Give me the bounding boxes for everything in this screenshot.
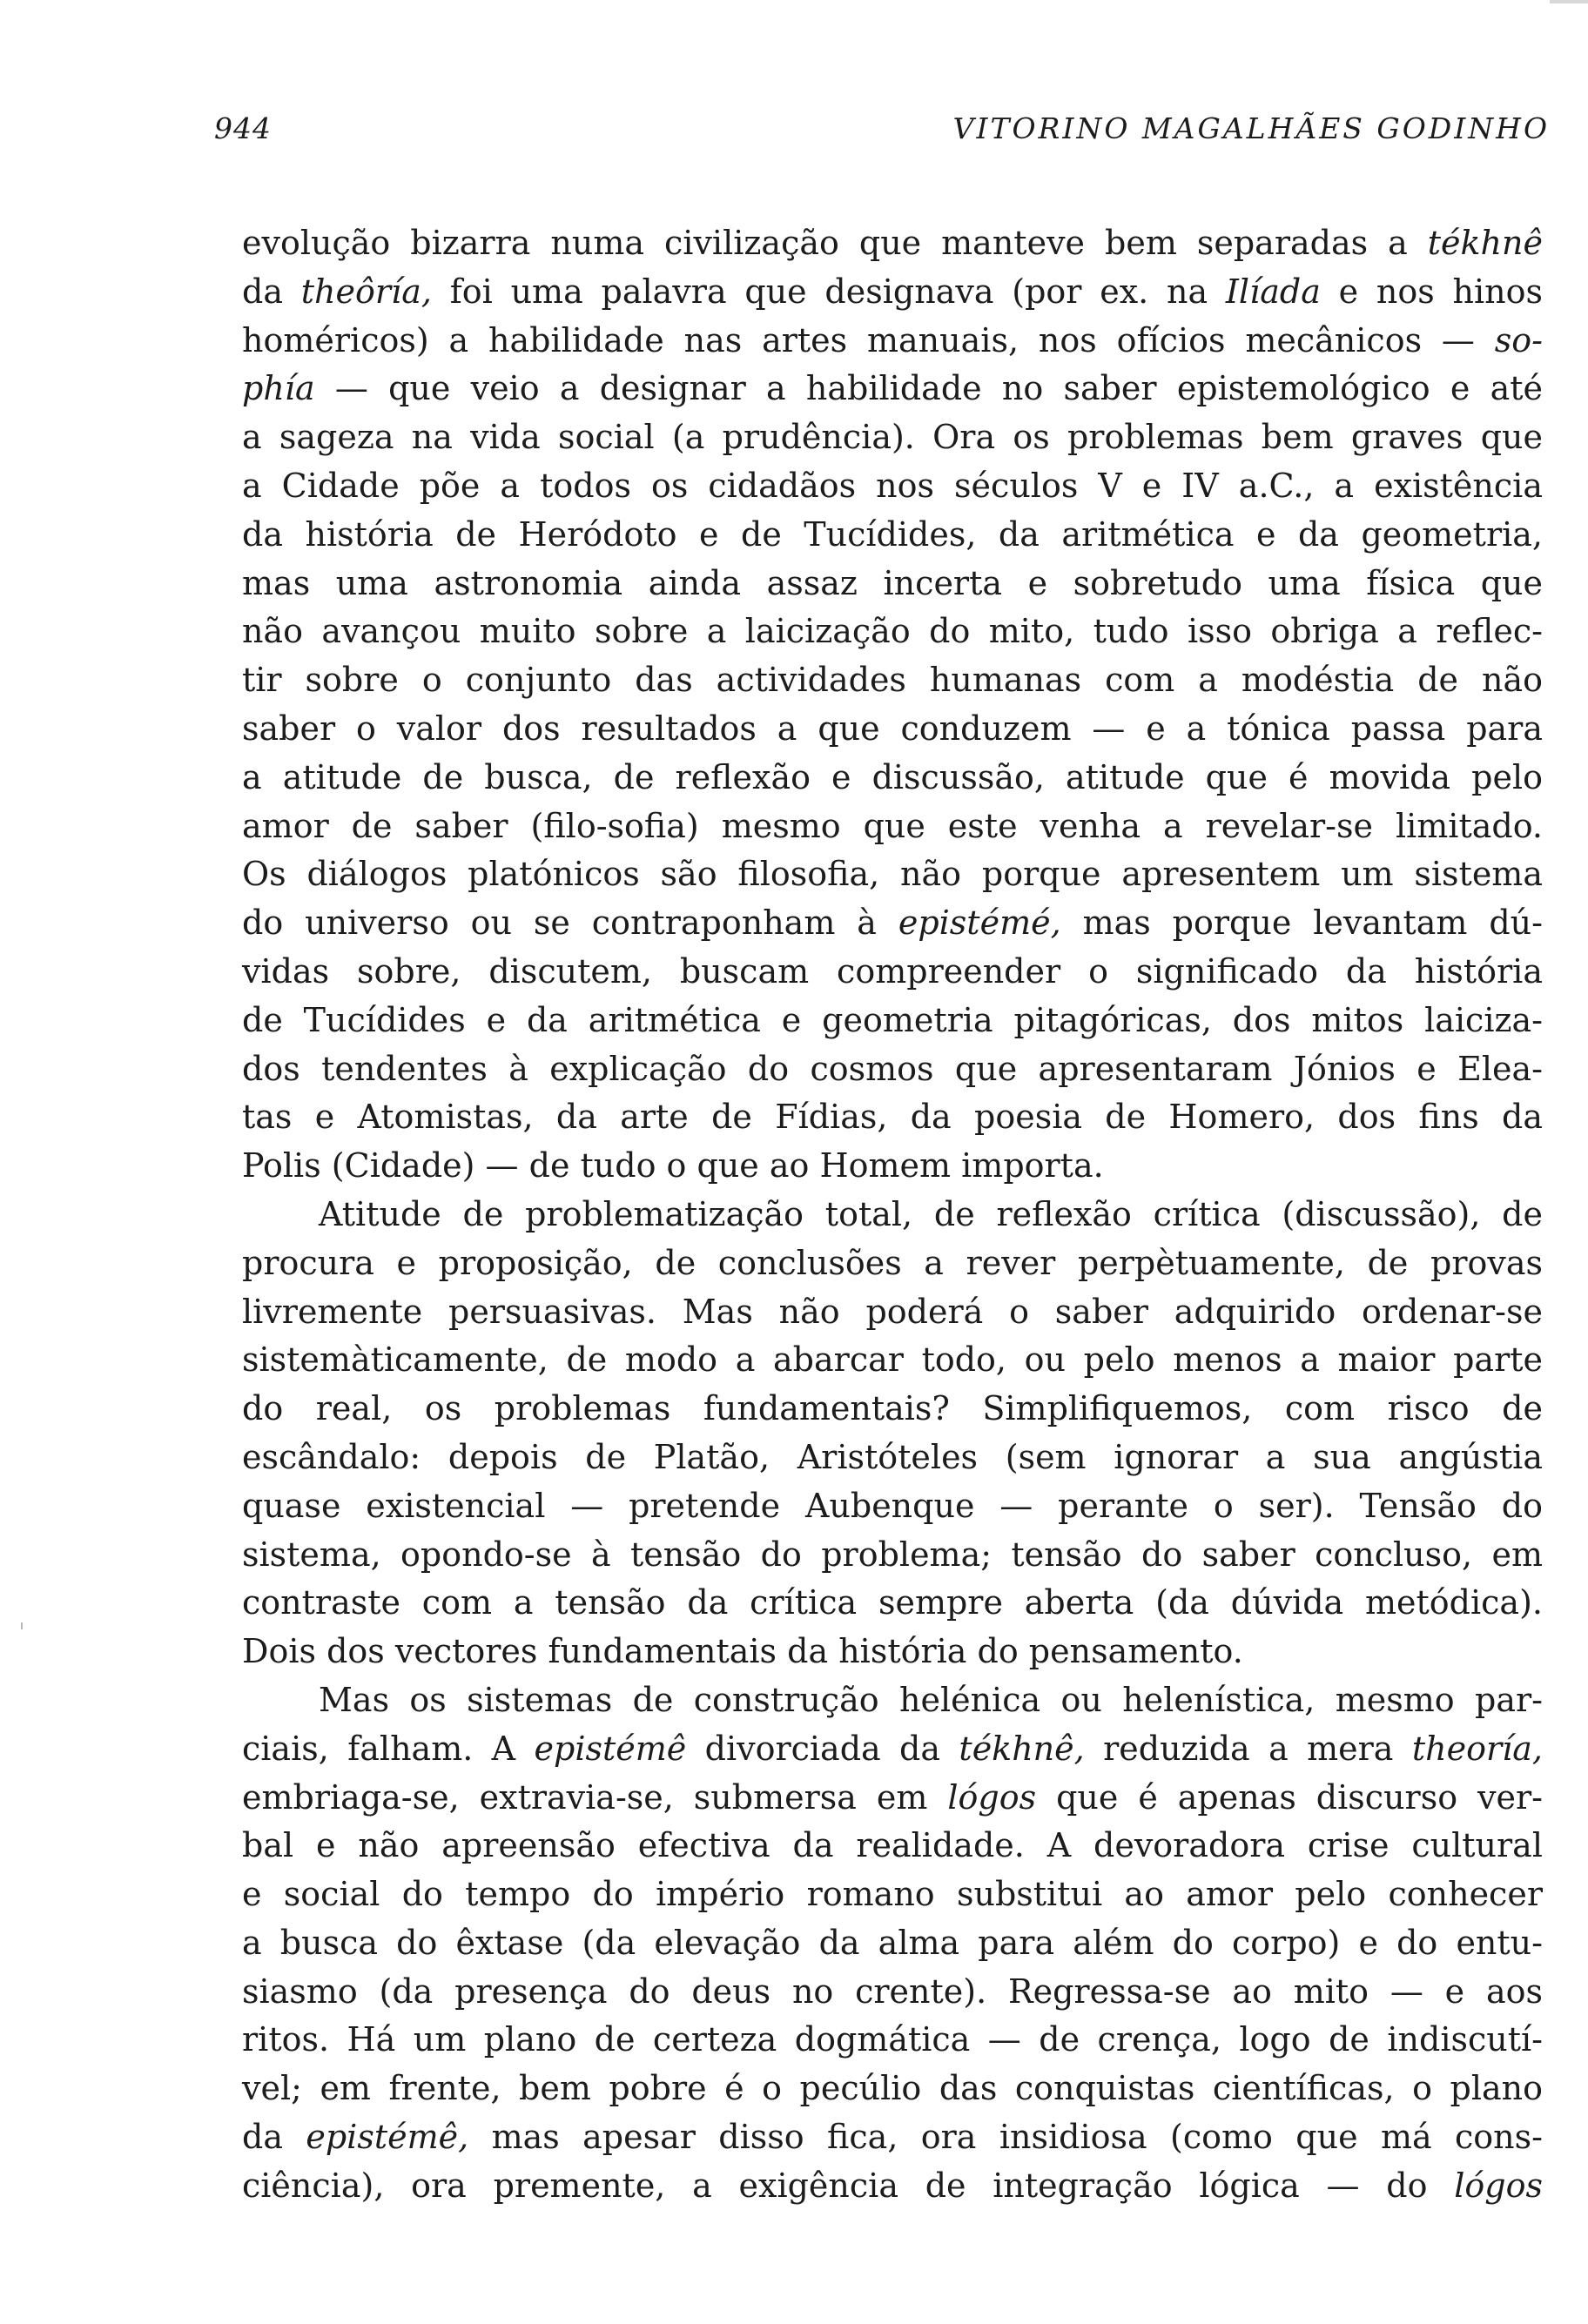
text-line: ritos. Há um plano de certeza dogmática — de crença, logo de indiscutí-: [242, 2020, 1543, 2059]
text-line: bal e não apreensão efectiva da realidade. A devoradora crise cultural: [242, 1826, 1543, 1865]
scan-edge-mark: [1550, 0, 1588, 3]
text-line: procura e proposição, de conclusões a rever perpètuamente, de provas: [242, 1243, 1543, 1282]
text-line: a atitude de busca, de reflexão e discussão, atitude que é movida pelo: [242, 757, 1543, 796]
text-line: a busca do êxtase (da elevação da alma para além do corpo) e do entu-: [242, 1923, 1543, 1962]
text-line: vel; em frente, bem pobre é o pecúlio das conquistas científicas, o plano: [242, 2069, 1543, 2108]
running-head-author: VITORINO MAGALHÃES GODINHO: [952, 111, 1550, 145]
text-line: siasmo (da presença do deus no crente). Regressa-se ao mito — e aos: [242, 1971, 1543, 2011]
text-line: amor de saber (filo-sofia) mesmo que este venha a revelar-se limitado.: [242, 806, 1543, 845]
text-line: quase existencial — pretende Aubenque — perante o ser). Tensão do: [242, 1486, 1543, 1525]
text-line: dos tendentes à explicação do cosmos que apresentaram Jónios e Elea-: [242, 1049, 1543, 1088]
text-line: vidas sobre, discutem, buscam compreender o significado da história: [242, 951, 1543, 991]
text-line: a sageza na vida social (a prudência). Ora os problemas bem graves que: [242, 418, 1543, 457]
text-line: ciência), ora premente, a exigência de integração lógica — do lógos: [242, 2166, 1543, 2205]
text-line: da epistémê, mas apesar disso fica, ora insidiosa (como que má cons-: [242, 2118, 1543, 2157]
text-line: contraste com a tensão da crítica sempre aberta (da dúvida metódica).: [242, 1583, 1543, 1622]
text-line: sistema, opondo-se à tensão do problema; tensão do saber concluso, em: [242, 1535, 1543, 1574]
text-line: phía — que veio a designar a habilidade no saber epistemológico e até: [242, 369, 1543, 408]
text-line: da história de Heródoto e de Tucídides, da aritmética e da geometria,: [242, 514, 1543, 554]
text-line: a Cidade põe a todos os cidadãos nos séculos V e IV a.C., a existência: [242, 466, 1543, 505]
text-line: saber o valor dos resultados a que conduzem — e a tónica passa para: [242, 709, 1543, 748]
text-line: Atitude de problematização total, de reflexão crítica (discussão), de: [319, 1194, 1543, 1233]
text-line: tir sobre o conjunto das actividades humanas com a modéstia de não: [242, 661, 1543, 700]
text-line: de Tucídides e da aritmética e geometria pitagóricas, dos mitos laiciza-: [242, 1000, 1543, 1039]
running-head: [214, 111, 1550, 160]
page-number: 944: [214, 111, 272, 145]
text-line: Polis (Cidade) — de tudo o que ao Homem importa.: [242, 1146, 1104, 1186]
text-line: homéricos) a habilidade nas artes manuais, nos ofícios mecânicos — so-: [242, 320, 1543, 359]
text-line: sistemàticamente, de modo a abarcar todo, ou pelo menos a maior parte: [242, 1340, 1543, 1380]
text-line: do universo ou se contraponham à epistémé, mas porque levantam dú-: [242, 903, 1544, 943]
text-line: mas uma astronomia ainda assaz incerta e sobretudo uma física que: [242, 563, 1543, 602]
text-line: não avançou muito sobre a laicização do mito, tudo isso obriga a reflec-: [242, 612, 1543, 651]
text-line: tas e Atomistas, da arte de Fídias, da poesia de Homero, dos fins da: [242, 1098, 1543, 1137]
body-text: [242, 219, 1543, 2211]
margin-speck: [21, 1622, 23, 1629]
text-line: livremente persuasivas. Mas não poderá o saber adquirido ordenar-se: [242, 1292, 1543, 1331]
text-line: embriaga-se, extravia-se, submersa em lógos que é apenas discurso ver-: [242, 1777, 1543, 1817]
text-line: Dois dos vectores fundamentais da história do pensamento.: [242, 1632, 1243, 1671]
text-line: evolução bizarra numa civilização que manteve bem separadas a tékhnê: [242, 224, 1543, 262]
text-line: da theôría, foi uma palavra que designava (por ex. na Ilíada e nos hinos: [242, 272, 1544, 311]
text-line: e social do tempo do império romano substitui ao amor pelo conhecer: [242, 1875, 1543, 1914]
text-line: do real, os problemas fundamentais? Simplifiquemos, com risco de: [242, 1389, 1543, 1428]
text-line: Mas os sistemas de construção helénica ou helenística, mesmo par-: [319, 1680, 1543, 1719]
text-line: ciais, falham. A epistémê divorciada da tékhnê, reduzida a mera theoría,: [242, 1729, 1544, 1768]
text-line: escândalo: depois de Platão, Aristóteles (sem ignorar a sua angústia: [242, 1437, 1543, 1476]
text-line: Os diálogos platónicos são filosofia, não porque apresentem um sistema: [242, 855, 1543, 894]
